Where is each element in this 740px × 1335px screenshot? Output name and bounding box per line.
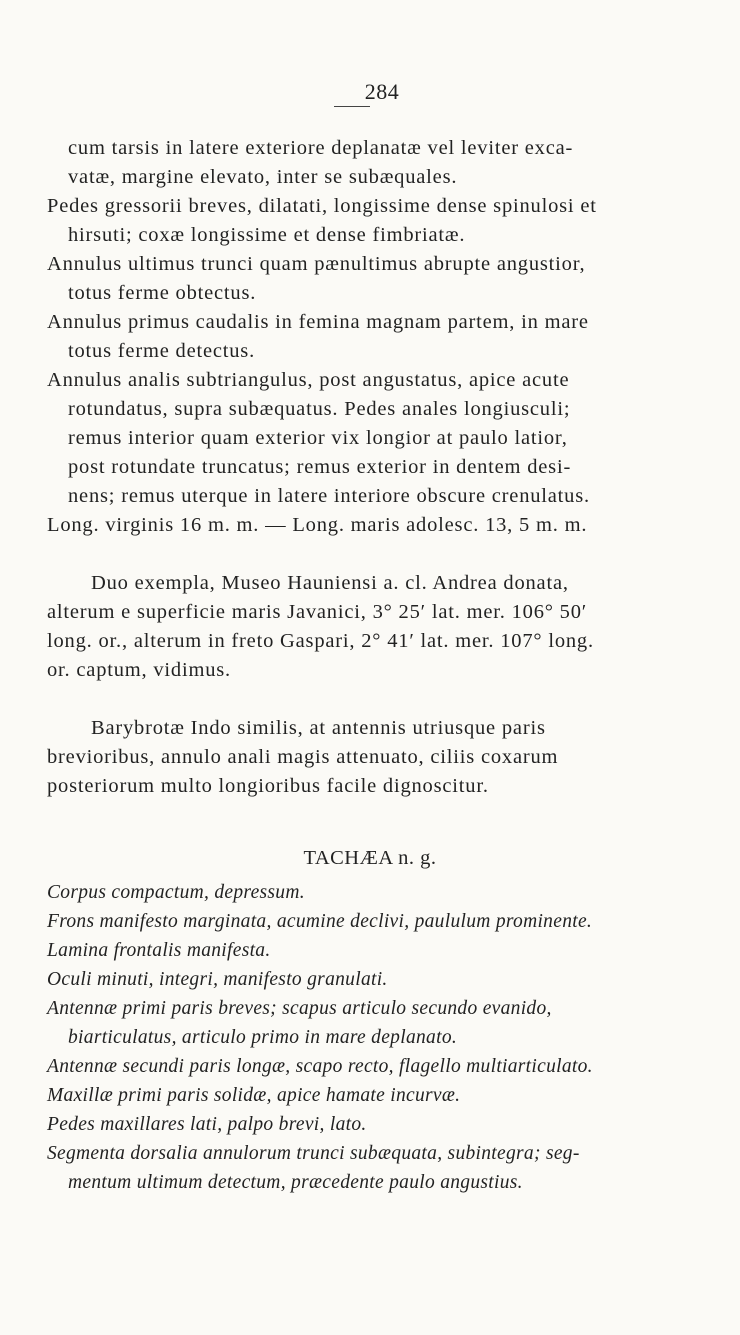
diagnosis-line: Segmenta dorsalia annulorum trunci subæquata, subintegra; seg- (47, 1143, 580, 1164)
text-line: cum tarsis in latere exteriore deplanatæ vel leviter exca- (68, 137, 574, 159)
text-line: alterum e superficie maris Javanici, 3° 25′ lat. mer. 106° 50′ (47, 601, 588, 623)
diagnosis-line: Pedes maxillares lati, palpo brevi, lato. (47, 1114, 367, 1135)
diagnosis-line: Lamina frontalis manifesta. (47, 940, 271, 961)
text-line: hirsuti; coxæ longissime et dense fimbriatæ. (68, 224, 466, 246)
text-line: totus ferme obtectus. (68, 282, 257, 304)
text-line: totus ferme detectus. (68, 340, 256, 362)
diagnosis-line: Oculi minuti, integri, manifesto granulati. (47, 969, 388, 990)
text-line: remus interior quam exterior vix longior at paulo latior, (68, 427, 568, 449)
text-line: brevioribus, annulo anali magis attenuato, ciliis coxarum (47, 746, 559, 768)
text-line: Duo exempla, Museo Hauniensi a. cl. Andrea donata, (91, 572, 569, 594)
text-line: post rotundate truncatus; remus exterior in dentem desi- (68, 456, 572, 478)
text-line: Pedes gressorii breves, dilatati, longissime dense spinulosi et (47, 195, 597, 217)
text-line: Annulus analis subtriangulus, post angustatus, apice acute (47, 369, 570, 391)
text-line: Barybrotæ Indo similis, at antennis utriusque paris (91, 717, 546, 739)
text-line: Long. virginis 16 m. m. — Long. maris adolesc. 13, 5 m. m. (47, 514, 588, 536)
text-line: posteriorum multo longioribus facile dignoscitur. (47, 775, 489, 797)
diagnosis-line: Antennæ secundi paris longæ, scapo recto, flagello multiarticulato. (47, 1056, 593, 1077)
text-line: Annulus ultimus trunci quam pænultimus abrupte angustior, (47, 253, 586, 275)
diagnosis-line: Corpus compactum, depressum. (47, 882, 305, 903)
text-line: long. or., alterum in freto Gaspari, 2° 41′ lat. mer. 107° long. (47, 630, 594, 652)
diagnosis-line: Maxillæ primi paris solidæ, apice hamate incurvæ. (47, 1085, 461, 1106)
text-line: rotundatus, supra subæquatus. Pedes anales longiusculi; (68, 398, 571, 420)
page-number: 284 (364, 79, 400, 104)
text-line: Annulus primus caudalis in femina magnam partem, in mare (47, 311, 589, 333)
genus-heading: TACHÆA n. g. (303, 847, 437, 869)
diagnosis-line: Antennæ primi paris breves; scapus articulo secundo evanido, (47, 998, 552, 1019)
text-line: nens; remus uterque in latere interiore obscure crenulatus. (68, 485, 590, 507)
diagnosis-line: biarticulatus, articulo primo in mare deplanato. (68, 1027, 458, 1048)
text-line: vatæ, margine elevato, inter se subæquales. (68, 166, 458, 188)
text-line: or. captum, vidimus. (47, 659, 231, 681)
diagnosis-line: mentum ultimum detectum, præcedente paulo angustius. (68, 1172, 523, 1193)
diagnosis-line: Frons manifesto marginata, acumine declivi, paululum prominente. (47, 911, 593, 932)
